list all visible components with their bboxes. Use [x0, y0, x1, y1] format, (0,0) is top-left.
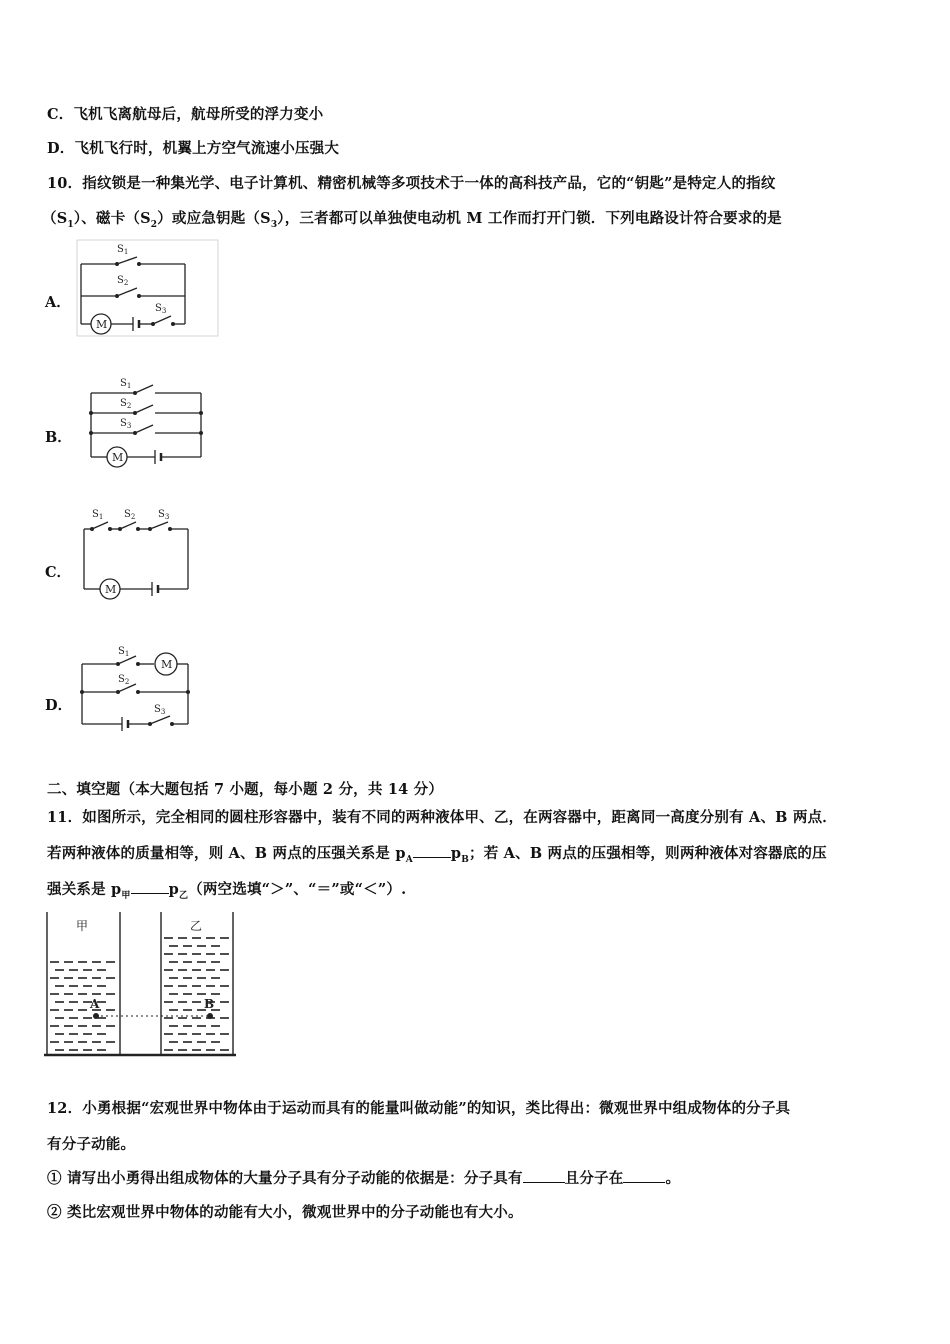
option-b-label: B．: [45, 429, 72, 446]
option-a-label: A．: [45, 294, 71, 311]
point-a-marker: [93, 1013, 99, 1019]
label-s3: $S_3$: [154, 704, 166, 716]
label-yi: 乙: [190, 919, 203, 933]
q12-stem-line2: 有分子动能。: [47, 1136, 136, 1153]
q11-stem-line2: 若两种液体的质量相等，则 A、B 两点的压强关系是 $p_A$ $p_B$；若 A、B 两点的压强相等，则两种液体对容器底的压: [47, 845, 827, 865]
label-point-a: A: [90, 997, 100, 1011]
containers-figure: [44, 910, 236, 1058]
blank-2[interactable]: [131, 881, 169, 894]
circuit-diagram-c: [78, 505, 198, 605]
blank-1[interactable]: [413, 845, 451, 858]
motor-label: M: [112, 451, 124, 464]
blank-3[interactable]: [523, 1170, 565, 1183]
label-s1: $S_1$: [118, 646, 130, 658]
label-s3: $S_3$: [155, 303, 167, 315]
option-c-label: C．: [45, 564, 72, 581]
label-s1: $S_1$: [92, 509, 104, 521]
label-jia: 甲: [76, 919, 89, 933]
motor-label: M: [161, 658, 173, 671]
label-s2: $S_2$: [124, 509, 136, 521]
q11-stem-line3: 强关系是 $p_甲$ $p_乙$（两空选填“＞”、“＝”或“＜”）.: [47, 881, 407, 901]
q12-part1: ① 请写出小勇得出组成物体的大量分子具有分子动能的依据是：分子具有 且分子在 。: [47, 1170, 681, 1187]
circuit-diagram-d: [78, 642, 196, 734]
q11-stem-line1: 11．如图所示，完全相同的圆柱形容器中，装有不同的两种液体甲、乙，在两容器中，距离同一高度分别有 A、B 两点．: [47, 809, 837, 826]
label-point-b: B: [204, 997, 215, 1011]
q12-part2: ② 类比宏观世界中物体的动能有大小，微观世界中的分子动能也有大小。: [47, 1204, 523, 1221]
option-c-q9: C．飞机飞离航母后，航母所受的浮力变小: [47, 106, 324, 123]
motor-label: M: [96, 318, 108, 331]
motor-label: M: [105, 583, 117, 596]
label-s1: $S_1$: [120, 378, 132, 390]
blank-4[interactable]: [623, 1170, 665, 1183]
circuit-diagram-b: [85, 375, 207, 475]
q10-stem-line1: 10．指纹锁是一种集光学、电子计算机、精密机械等多项技术于一体的高科技产品，它的“钥匙”是特定人的指纹: [47, 175, 776, 192]
label-s1: $S_1$: [117, 244, 129, 256]
label-s3: $S_3$: [120, 418, 132, 430]
option-d-label: D．: [45, 697, 73, 714]
option-d-q9: D．飞机飞行时，机翼上方空气流速小压强大: [47, 140, 340, 157]
circuit-diagram-a: [75, 238, 220, 338]
label-s3: $S_3$: [158, 509, 170, 521]
label-s2: $S_2$: [118, 674, 130, 686]
q10-stem-line2: $(S_1)$、磁卡$(S_2)$或应急钥匙$(S_3)$，三者都可以单独使电动机 M 工作而打开门锁．下列电路设计符合要求的是: [42, 210, 782, 230]
label-s2: $S_2$: [120, 398, 132, 410]
q12-stem-line1: 12．小勇根据“宏观世界中物体由于运动而具有的能量叫做动能”的知识，类比得出：微观世界中组成物体的分子具: [47, 1100, 791, 1117]
label-s2: $S_2$: [117, 275, 129, 287]
point-b-marker: [207, 1013, 213, 1019]
section-heading-fill-in: 二、填空题（本大题包括 7 小题，每小题 2 分，共 14 分）: [47, 781, 444, 798]
